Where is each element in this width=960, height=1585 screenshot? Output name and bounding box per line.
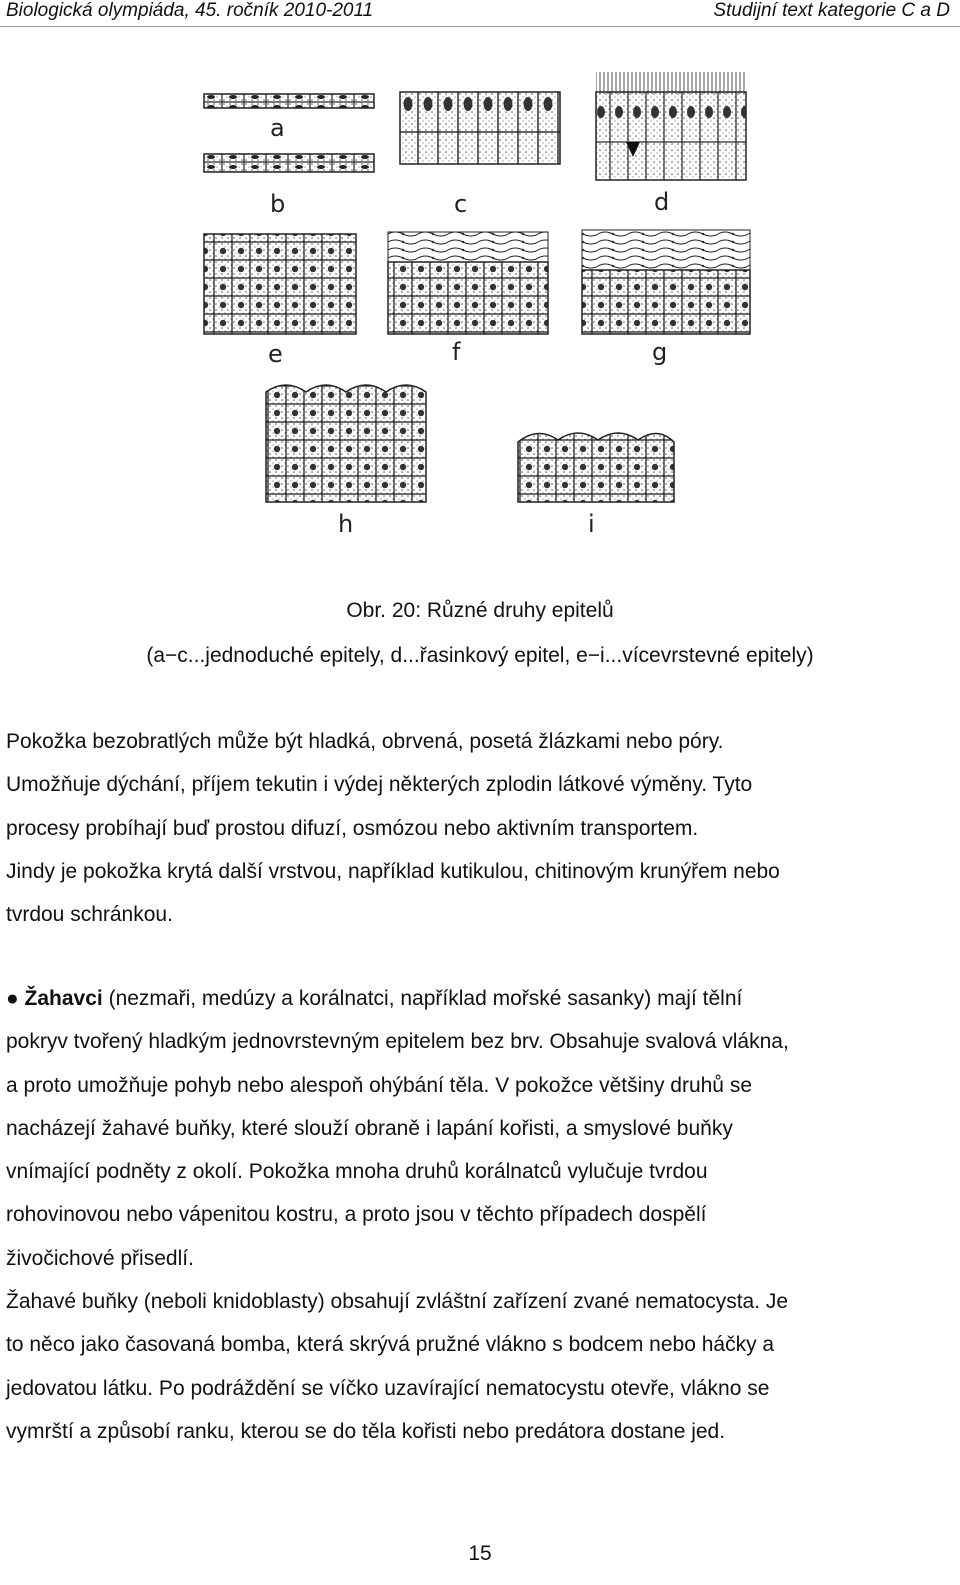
page-number: 15 — [468, 1542, 492, 1565]
figure-caption-legend: (a−c...jednoduché epitely, d...řasinkový epitel, e−i...vícevrstevné epitely) — [146, 644, 814, 667]
epithelium-i — [518, 433, 674, 502]
label-i: i — [588, 510, 595, 538]
paragraph-invertebrate-skin — [6, 720, 942, 936]
label-h: h — [338, 510, 354, 538]
paragraph-line: procesy probíhají buď prostou difuzí, osmózou nebo aktivním transportem. — [6, 816, 699, 840]
epithelium-d — [596, 72, 746, 180]
paragraph-line: jedovatou látku. Po podráždění se víčko uzavírající nematocystu otevře, vlákno se — [6, 1376, 770, 1400]
label-e: e — [268, 340, 283, 368]
header-left: Biologická olympiáda, 45. ročník 2010-2011 — [6, 0, 374, 21]
paragraph-cnidarians — [6, 977, 942, 1280]
epithelium-a — [204, 94, 374, 108]
paragraph-line: nacházejí žahavé buňky, které slouží obraně i lapání kořisti, a smyslové buňky — [6, 1116, 733, 1140]
paragraph-line: vymrští a způsobí ranku, kterou se do těla kořisti nebo predátora dostane jed. — [6, 1419, 726, 1443]
term-zahavci: Žahavci — [24, 987, 103, 1010]
paragraph-line: Umožňuje dýchání, příjem tekutin i výdej některých zplodin látkové výměny. Tyto — [6, 773, 753, 797]
epithelium-b — [204, 154, 374, 172]
paragraph-line: tvrdou schránkou. — [6, 903, 173, 927]
paragraph-line: Jindy je pokožka krytá další vrstvou, například kutikulou, chitinovým krunýřem nebo — [6, 859, 780, 883]
epithelium-f — [388, 232, 548, 334]
paragraph-line-rest: (nezmaři, medúzy a korálnatci, například mořské sasanky) mají tělní — [102, 987, 743, 1010]
label-c: c — [454, 190, 468, 218]
epithelium-c — [400, 92, 560, 164]
epithelia-figure — [178, 62, 774, 542]
epithelium-e — [204, 234, 356, 334]
paragraph-line: rohovinovou nebo vápenitou kostru, a proto jsou v těchto případech dospělí — [6, 1203, 707, 1227]
paragraph-line: a proto umožňuje pohyb nebo alespoň ohýbání těla. V pokožce většiny druhů se — [6, 1073, 753, 1097]
label-d: d — [654, 188, 670, 216]
bullet-icon: ● — [6, 987, 19, 1010]
label-f: f — [452, 338, 461, 366]
epithelium-g — [582, 230, 750, 334]
paragraph-first-line — [6, 977, 942, 1020]
paragraph-line: pokryv tvořený hladkým jednovrstevným epitelem bez brv. Obsahuje svalová vlákna, — [6, 1030, 789, 1054]
paragraph-line: Pokožka bezobratlých může být hladká, obrvená, posetá žlázkami nebo póry. — [6, 730, 724, 753]
label-b: b — [270, 190, 286, 218]
paragraph-cnidocytes — [6, 1280, 942, 1453]
paragraph-line: živočichové přisedlí. — [6, 1246, 194, 1270]
label-g: g — [652, 338, 668, 366]
label-a: a — [270, 114, 285, 142]
epithelium-h — [266, 385, 426, 502]
figure-caption-title: Obr. 20: Různé druhy epitelů — [346, 599, 614, 622]
epithelia-illustration — [178, 62, 774, 542]
header-rule — [0, 26, 960, 27]
paragraph-line: to něco jako časovaná bomba, která skrývá pružné vlákno s bodcem nebo háčky a — [6, 1333, 775, 1357]
paragraph-line: vnímající podněty z okolí. Pokožka mnoha druhů korálnatců vylučuje tvrdou — [6, 1160, 708, 1184]
header-right: Studijní text kategorie C a D — [713, 0, 950, 21]
paragraph-line: Žahavé buňky (neboli knidoblasty) obsahují zvláštní zařízení zvané nematocysta. Je — [6, 1290, 789, 1313]
